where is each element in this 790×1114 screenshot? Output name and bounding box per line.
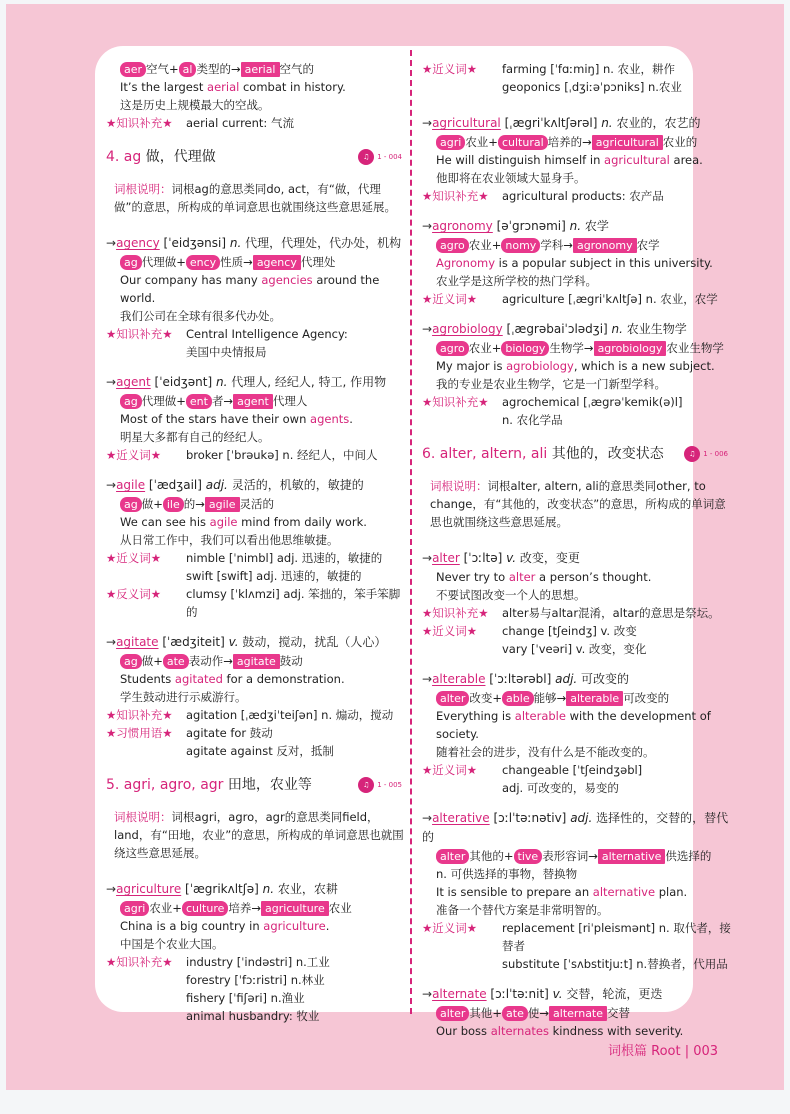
morphology: aer 空气+ al 类型的→ aerial 空气的: [106, 60, 406, 78]
example-sentence: It’s the largest aerial combat in history.: [120, 80, 346, 94]
entry-alter: →alter [ˈɔːltə] v. 改变，变更 Never try to alter a person’s thought. 不要试图改变一个人的思想。 ★知识补充★ alter易与altar混淆，altar的意思是祭坛。 ★近义词★ change [tʃeindʒ] v. 改变 vary [ˈveəri] v. 改变，变化: [422, 551, 720, 656]
root-explanation: 词根说明：词根alter, altern, ali的意思类同other, to change，有“其他的，改变状态”的意思，所构成的单词意思也就围绕这些意思延展。: [430, 479, 726, 529]
entry-agrobiology: →agrobiology [ˌægrəbaiˈɔlədʒi] n. 农业生物学 agro 农业+ biology 生物学→ agrobiology 农业生物学 My major is agrobiology, which is a new subject. 我的专业是农业生物学，它是一门新型学科。 ★知识补充★ agrochemical [ˌægrəˈkemik(ə)l] n. 农化学品: [422, 322, 724, 427]
audio-badge-icon[interactable]: ♫ 1 - 005: [358, 776, 402, 794]
entry-agronomy: →agronomy [əˈgrɔnəmi] n. 农学 agro 农业+ nomy 学科→ agronomy 农学 Agronomy is a popular subject in this university. 农业学是这所学校的热门学科。 ★近义词★ agriculture [ˌægriˈkʌltʃə] n. 农业，农学: [422, 219, 718, 306]
entry-agriculture: →agriculture [ˈægrikʌltʃə] n. 农业，农耕 agri 农业+ culture 培养→ agriculture 农业 China is a big country in agriculture. 中国是个农业大国。 ★知识补充★ industry [ˈindəstri] n.工业 forestry [ˈfɔːristri] n.林业 fishery [ˈfiʃəri] n.渔业 animal husbandry: 牧业: [106, 882, 352, 1023]
entry-farming-synonyms: ★近义词★ farming [ˈfɑːmiŋ] n. 农业，耕作 geoponics [ˌdʒiːəˈpɔniks] n.农业: [422, 62, 682, 94]
entry-alterable: →alterable [ˈɔːltərəbl] adj. 可改变的 alter 改变+ able 能够→ alterable 可改变的 Everything is alterable with the development of society. 随着社会的进步，没有什么是不能改变的。 ★近义词★ changeable [ˈtʃeindʒəbl] adj. 可改变的，易变的: [422, 672, 711, 795]
column-divider: [410, 50, 412, 1014]
root-chip: aer: [120, 62, 146, 77]
section-heading-4: 4. ag 做，代理做 ♫ 1 - 004: [106, 149, 402, 165]
knowledge-note: ★知识补充★ aerial current: 气流: [106, 116, 294, 130]
root-explanation: 词根说明：词根agri，agro，agr的意思类同field，land，有“田地，农业”的意思，所构成的单词意思也就围绕这些意思延展。: [114, 810, 404, 860]
example-translation: 这是历史上规模最大的空战。: [120, 98, 270, 112]
entry-agile: →agile [ˈædʒail] adj. 灵活的，机敏的，敏捷的 ag 做+ ile 的→ agile 灵活的 We can see his agile mind from daily work. 从日常工作中，我们可以看出他思维敏捷。 ★近义词★ nimble [ˈnimbl] adj. 迅速的，敏捷的 swift [swift] adj. 迅速的，敏捷的 ★反义词★ clumsy [ˈklʌmzi] adj. 笨拙的，笨手笨脚的: [106, 478, 401, 619]
word-chip: aerial: [241, 62, 280, 77]
entry-alternate: →alternate [ɔːlˈtəːnit] v. 交替，轮流，更迭 alter 其他+ ate 使→ alternate 交替 Our boss alternates kindness with severity.: [422, 987, 684, 1038]
entry-agency: →agency [ˈeidʒənsi] n. 代理，代理处，代办处，机构 ag 代理做+ ency 性质→ agency 代理处 Our company has many agencies around the world. 我们公司在全球有很多代办处。 ★知识补充★ Central Intelligence Agency: 美国中央情报局: [106, 236, 402, 359]
entry-alterative: →alterative [ɔːlˈtəːnətiv] adj. 选择性的，交替的，替代的 alter 其他的+ tive 表形容词→ alternative 供选择的 n. 可供选择的事物，替换物 It is sensible to prepare an alternative plan. 准备一个替代方案是非常明智的。 ★近义词★ replacement [riˈpleismənt] n. 取代者，接替者 substitute [ˈsʌbstitjuːt] n.替换者，代用品: [422, 811, 731, 971]
entry-agricultural: →agricultural [ˌægriˈkʌltʃərəl] n. 农业的，农艺的 agri 农业+ cultural 培养的→ agricultural 农业的 He will distinguish himself in agricultural area. 他即将在农业领域大显身手。 ★知识补充★ agricultural products: 农产品: [422, 116, 703, 203]
audio-badge-icon[interactable]: ♫ 1 - 004: [358, 148, 402, 166]
section-heading-6: 6. alter, altern, ali 其他的，改变状态 ♫ 1 - 006: [422, 446, 728, 462]
right-column: [422, 60, 732, 1052]
entry-aerial-tail: [106, 60, 406, 132]
page-footer: 词根篇 Root | 003: [608, 1044, 719, 1059]
entry-agitate: →agitate [ˈædʒiteit] v. 鼓动，搅动，扰乱（人心） ag 做+ ate 表动作→ agitate 鼓动 Students agitated for a demonstration. 学生鼓动进行示威游行。 ★知识补充★ agitation [ˌædʒiˈteiʃən] n. 煽动，搅动 ★习惯用语★ agitate for 鼓动 agitate against 反对，抵制: [106, 635, 394, 758]
suffix-chip: al: [179, 62, 197, 77]
section-heading-5: 5. agri, agro, agr 田地，农业等 ♫ 1 - 005: [106, 777, 402, 793]
entry-agent: →agent [ˈeidʒənt] n. 代理人, 经纪人, 特工, 作用物 ag 代理做+ ent 者→ agent 代理人 Most of the stars have their own agents. 明星大多都有自己的经纪人。 ★近义词★ broker [ˈbrəukə] n. 经纪人，中间人: [106, 375, 387, 462]
root-explanation: 词根说明：词根ag的意思类同do, act，有“做，代理做”的意思，所构成的单词意思也就围绕这些意思延展。: [114, 182, 396, 214]
audio-badge-icon[interactable]: ♫ 1 - 006: [684, 445, 728, 463]
left-column: [106, 60, 406, 1037]
